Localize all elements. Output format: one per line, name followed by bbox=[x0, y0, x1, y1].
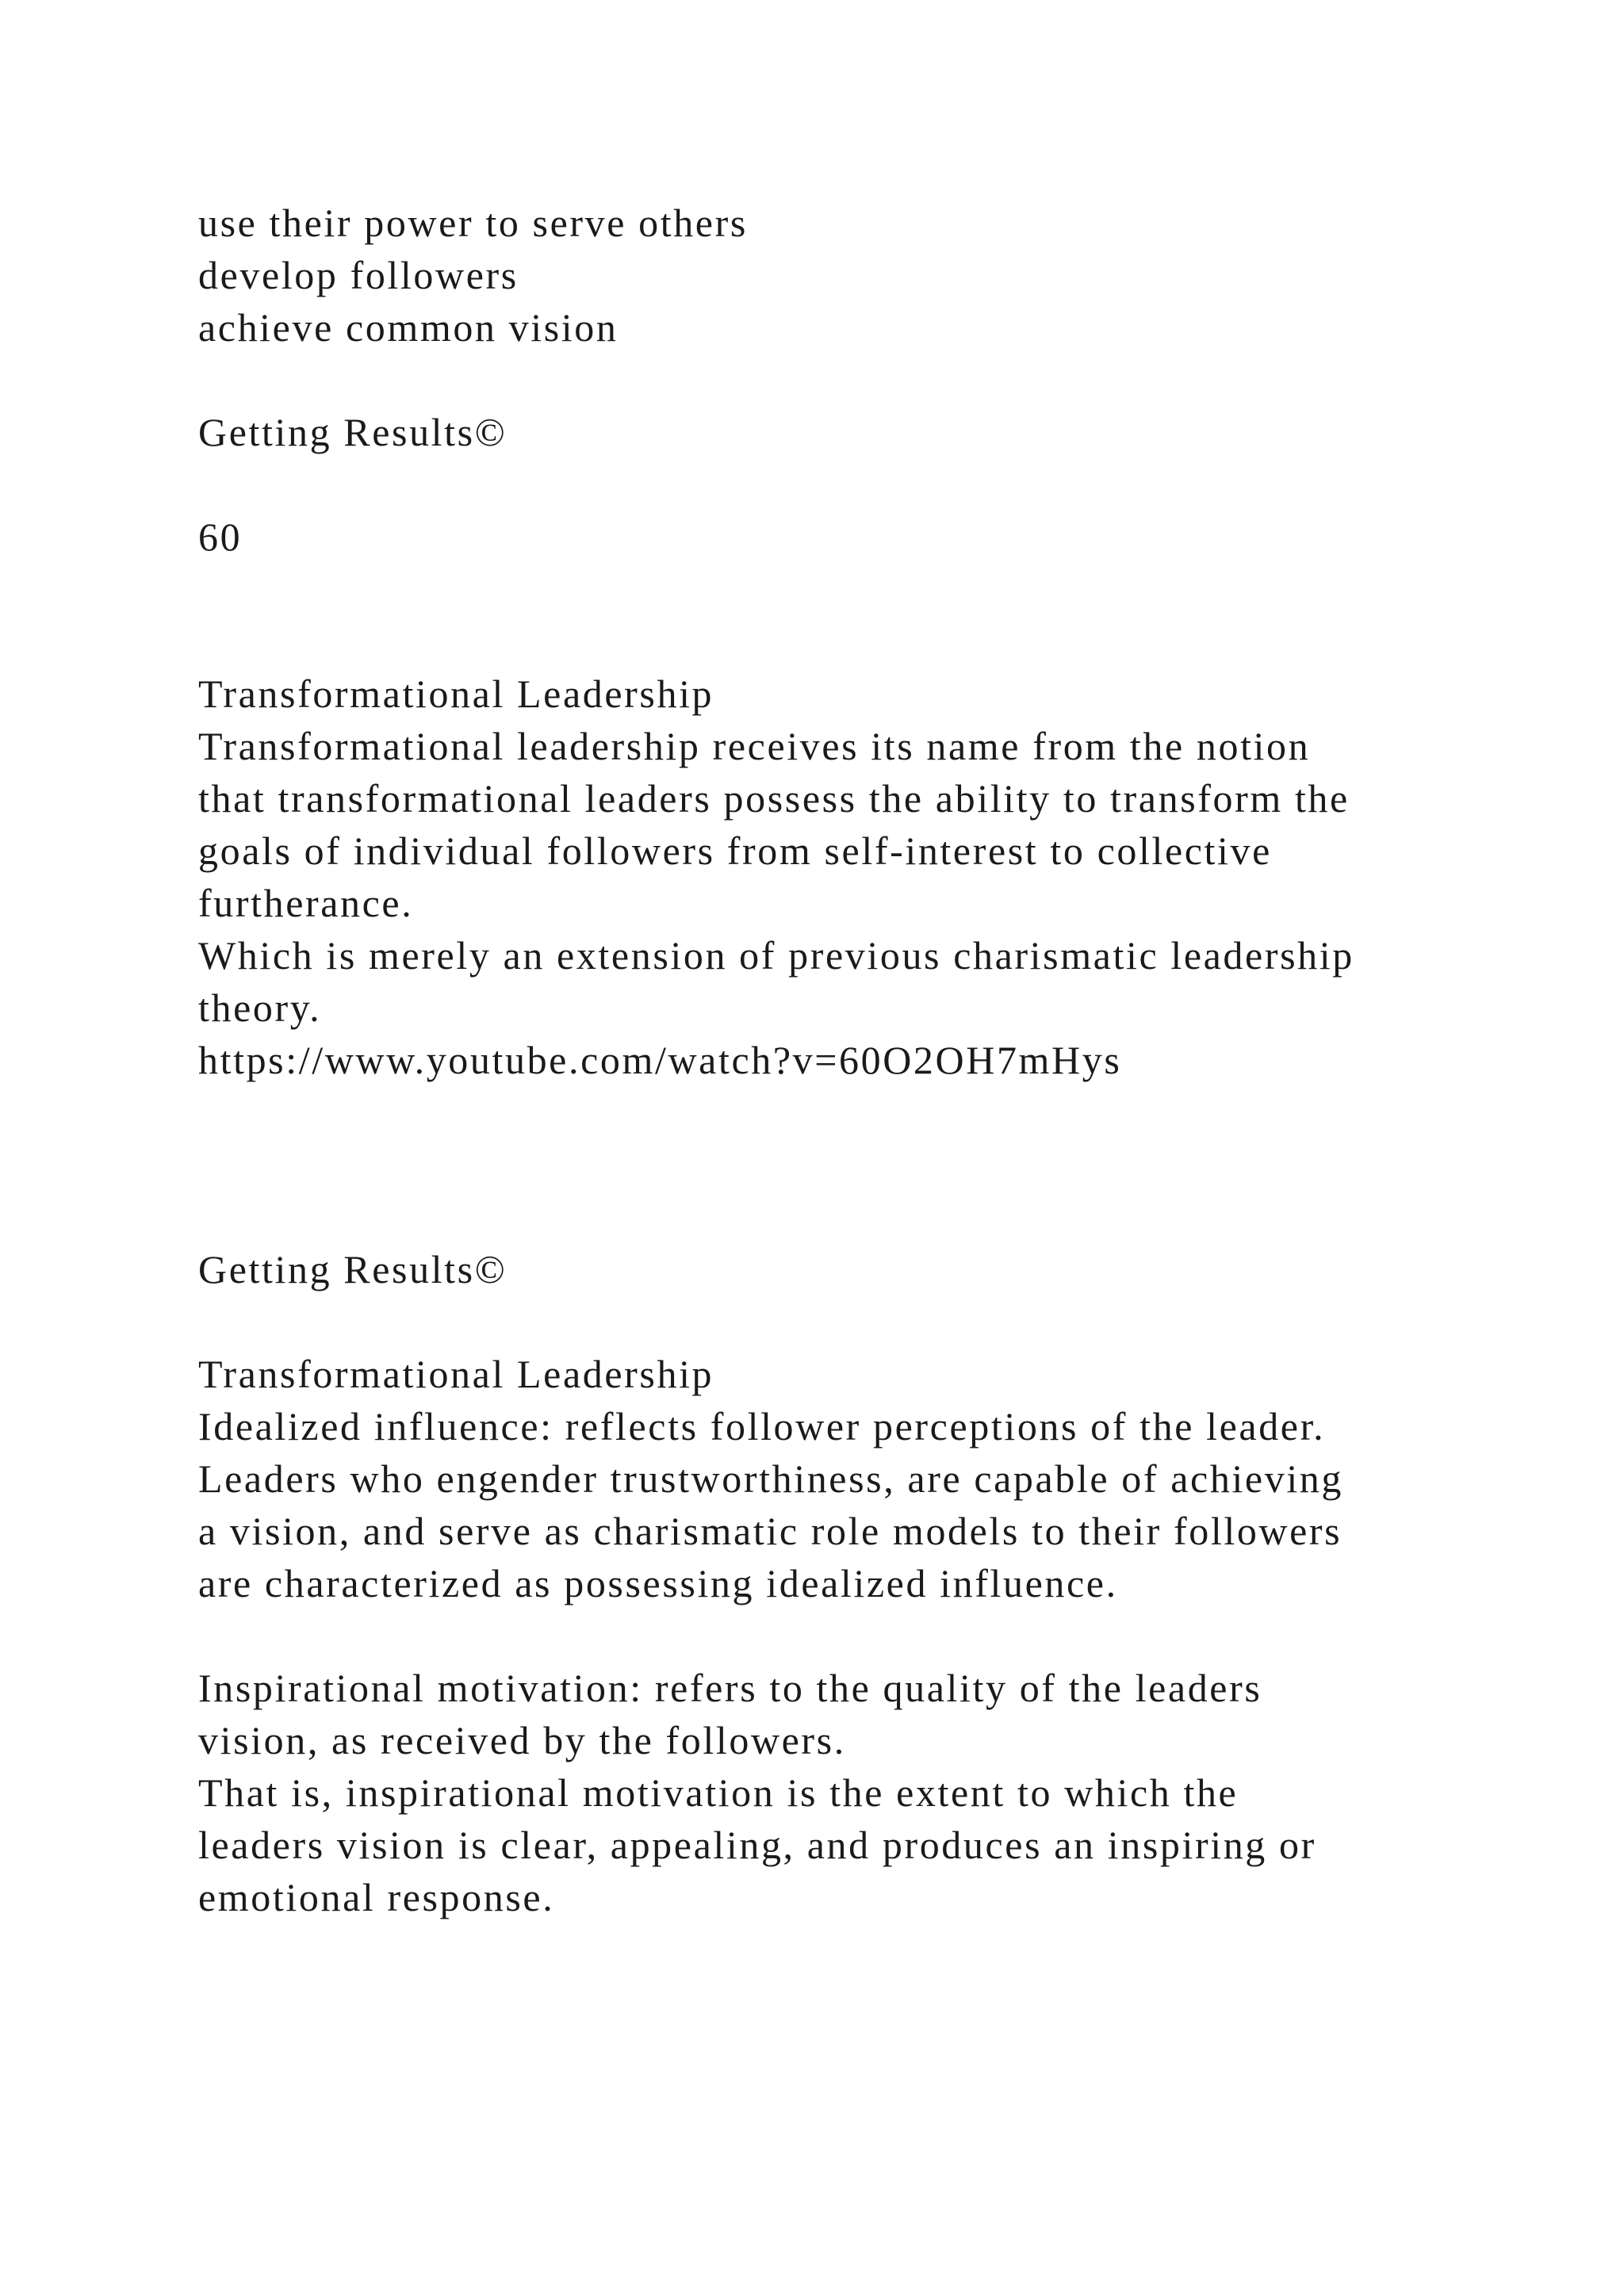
paragraph-line: Leaders who engender trustworthiness, are capable of achieving bbox=[198, 1456, 1344, 1501]
section-heading: Transformational Leadership bbox=[198, 1352, 714, 1396]
section-heading: Transformational Leadership bbox=[198, 672, 714, 716]
paragraph-line: a vision, and serve as charismatic role models to their followers bbox=[198, 1509, 1342, 1553]
paragraph-line: leaders vision is clear, appealing, and produces an inspiring or bbox=[198, 1823, 1316, 1867]
text-line-bullet-serve: use their power to serve others bbox=[198, 201, 748, 245]
paragraph-line: furtherance. bbox=[198, 881, 414, 925]
paragraph-line: goals of individual followers from self-interest to collective bbox=[198, 828, 1272, 873]
paragraph-line: that transformational leaders possess the ability to transform the bbox=[198, 776, 1350, 821]
paragraph-line: vision, as received by the followers. bbox=[198, 1718, 846, 1762]
paragraph-line: That is, inspirational motivation is the extent to which the bbox=[198, 1770, 1239, 1815]
footer-getting-results: Getting Results© bbox=[198, 410, 508, 454]
paragraph-line: Which is merely an extension of previous charismatic leadership bbox=[198, 933, 1354, 978]
paragraph-line: Transformational leadership receives its name from the notion bbox=[198, 724, 1311, 768]
text-line-bullet-vision: achieve common vision bbox=[198, 305, 619, 350]
paragraph-line: are characterized as possessing idealized influence. bbox=[198, 1561, 1118, 1605]
video-url-link[interactable]: https://www.youtube.com/watch?v=60O2OH7mHys bbox=[198, 1038, 1122, 1082]
paragraph-line: theory. bbox=[198, 985, 322, 1030]
paragraph-line: Inspirational motivation: refers to the quality of the leaders bbox=[198, 1666, 1262, 1710]
paragraph-line: Idealized influence: reflects follower perceptions of the leader. bbox=[198, 1404, 1326, 1448]
footer-getting-results: Getting Results© bbox=[198, 1247, 508, 1292]
paragraph-line: emotional response. bbox=[198, 1875, 555, 1919]
slide-number: 60 bbox=[198, 515, 243, 559]
text-line-bullet-develop: develop followers bbox=[198, 253, 519, 297]
